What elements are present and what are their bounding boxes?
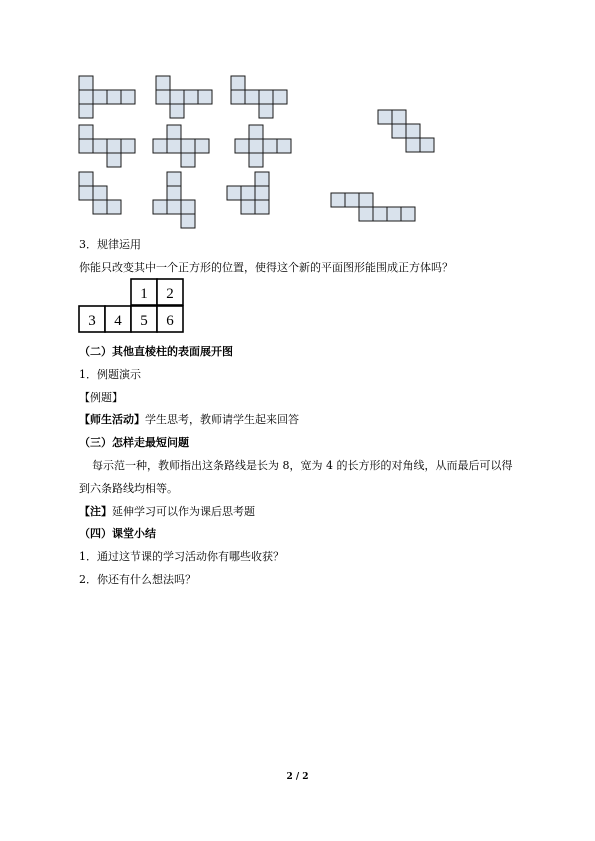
part2-example-label: 【例题】 (79, 391, 123, 404)
numbered-square-3 (79, 306, 105, 332)
summary-question-2: 2．你还有什么想法吗？ (79, 573, 196, 586)
square-number-5: 5 (140, 313, 148, 329)
numbered-square-5 (131, 306, 157, 332)
part3-note (79, 505, 255, 519)
activity-text: 学生思考，教师请学生起来回答 (145, 413, 299, 426)
page-number: 2 / 2 (286, 772, 309, 782)
section3-question: 你能只改变其中一个正方形的位置，使得这个新的平面图形能围成正方体吗？ (79, 261, 453, 274)
square-number-2: 2 (166, 286, 174, 302)
summary-question-1: 1．通过这节课的学习活动你有哪些收获？ (79, 550, 284, 563)
part2-activity (79, 413, 299, 427)
activity-tag: 【师生活动】 (79, 413, 145, 426)
part4-heading: （四）课堂小结 (79, 527, 156, 540)
section3-heading: 3．规律运用 (79, 238, 141, 251)
part2-item1: 1．例题演示 (79, 368, 141, 381)
square-number-3: 3 (88, 313, 96, 329)
part3-paragraph-line2: 到六条路线均相等。 (79, 482, 178, 495)
numbered-squares-figure (0, 0, 595, 341)
part2-heading: （二）其他直棱柱的表面展开图 (79, 345, 233, 358)
numbered-square-2 (157, 279, 183, 305)
square-number-6: 6 (166, 313, 174, 329)
note-text: 延伸学习可以作为课后思考题 (112, 505, 255, 518)
numbered-square-6 (157, 306, 183, 332)
numbered-square-4 (105, 306, 131, 332)
part3-heading: （三）怎样走最短问题 (79, 436, 189, 449)
note-tag: 【注】 (79, 505, 112, 518)
square-number-1: 1 (140, 286, 148, 302)
part3-paragraph-line1: 每示范一种，教师指出这条路线是长为 8，宽为 4 的长方形的对角线，从而最后可以得 (92, 459, 513, 472)
numbered-square-1 (131, 279, 157, 305)
square-number-4: 4 (114, 313, 122, 329)
